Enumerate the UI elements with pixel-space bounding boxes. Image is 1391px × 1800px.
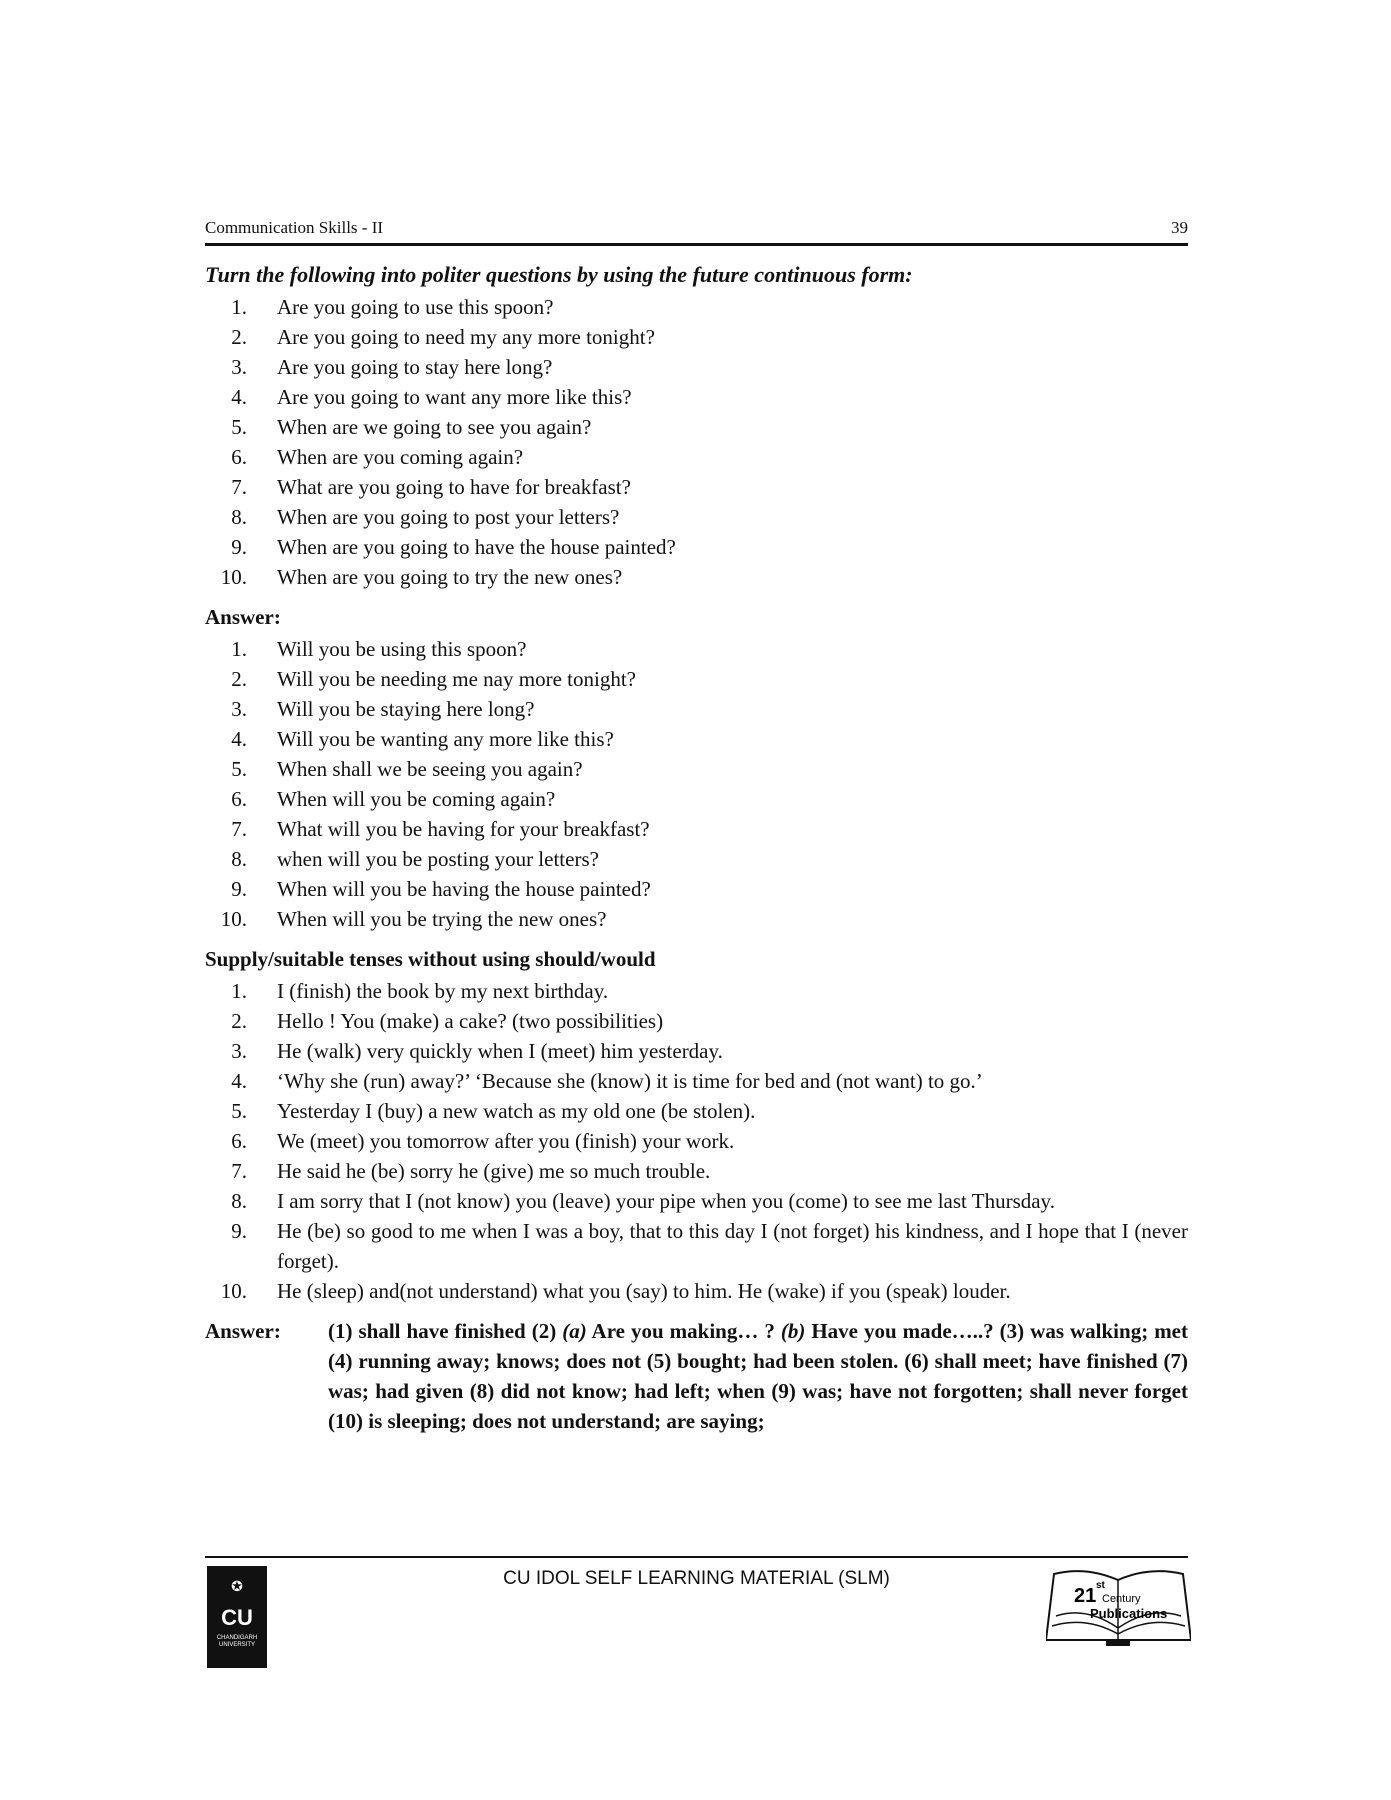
answer-item [205,634,1188,664]
question-item [205,412,1188,442]
item-text: When will you be trying the new ones? [277,907,607,931]
item-number: 10. [220,565,247,589]
item-text: When are we going to see you again? [277,415,592,439]
svg-text:st: st [1096,1580,1105,1591]
publisher-logo [1046,1566,1191,1648]
answer-item [205,814,1188,844]
item-text: When are you going to try the new ones? [277,565,623,589]
item-number: 9. [231,1219,247,1243]
footer-rule [205,1556,1188,1558]
item-text: Yesterday I (buy) a new watch as my old one (be stolen). [277,1099,756,1123]
item-number: 7. [231,817,247,841]
answer2-part: Are you making… ? [586,1319,781,1343]
section2-heading: Supply/suitable tenses without using should/would [205,947,656,971]
item-number: 9. [231,535,247,559]
item-number: 9. [231,877,247,901]
item-number: 1. [231,295,247,319]
item-number: 5. [231,757,247,781]
item-text: When are you going to have the house painted? [277,535,676,559]
section1-heading: Turn the following into politer questions by using the future continuous form: [205,262,913,287]
running-header [205,218,1188,238]
item-number: 7. [231,475,247,499]
item-text: ‘Why she (run) away?’ ‘Because she (know) it is time for bed and (not want) to go.’ [277,1069,983,1093]
item-text: He (walk) very quickly when I (meet) him yesterday. [277,1039,723,1063]
question-item [205,502,1188,532]
svg-text:Publications: Publications [1090,1606,1168,1621]
svg-text:21: 21 [1074,1585,1097,1607]
answer-item [205,694,1188,724]
item-text: Will you be staying here long? [277,697,535,721]
answer-item [205,724,1188,754]
item-text: When are you coming again? [277,445,524,469]
exercise-item [205,1036,1188,1066]
question-item [205,472,1188,502]
answer-item [205,664,1188,694]
svg-text:Century: Century [1102,1593,1141,1605]
exercise-item [205,1096,1188,1126]
item-text: Are you going to use this spoon? [277,295,554,319]
exercise-item [205,1006,1188,1036]
question-item [205,562,1188,592]
question-item [205,442,1188,472]
header-rule [205,243,1188,246]
item-number: 4. [231,1069,247,1093]
item-number: 6. [231,787,247,811]
item-number: 8. [231,505,247,529]
item-text: when will you be posting your letters? [277,847,599,871]
footer-text: CU IDOL SELF LEARNING MATERIAL (SLM) [503,1568,890,1589]
exercise-item [205,1276,1188,1306]
item-number: 2. [231,325,247,349]
item-number: 1. [231,979,247,1003]
item-number: 4. [231,727,247,751]
item-text: He said he (be) sorry he (give) me so much trouble. [277,1159,711,1183]
answer2-part: Have you made…..? (3) was walking; met (4) running away; knows; does not (5) bought; had been stolen. (6) shall meet; have finished (7) was; had given (8) did not know; had left; when (9) was; have not forgotten; shall never forget (10) is sleeping; does not understand; are saying; [328,1319,1188,1433]
item-number: 7. [231,1159,247,1183]
item-text: Will you be wanting any more like this? [277,727,614,751]
answer-item [205,904,1188,934]
question-item [205,352,1188,382]
item-number: 5. [231,415,247,439]
answer1-label: Answer: [205,605,281,629]
item-number: 3. [231,697,247,721]
item-text: Are you going to stay here long? [277,355,553,379]
item-number: 8. [231,847,247,871]
item-number: 10. [220,1279,247,1303]
item-number: 3. [231,355,247,379]
item-number: 6. [231,445,247,469]
answer-list [205,634,1188,934]
item-text: I am sorry that I (not know) you (leave) your pipe when you (come) to see me last Thursday. [277,1189,1055,1213]
item-text: Will you be using this spoon? [277,637,527,661]
item-text: When are you going to post your letters? [277,505,620,529]
exercise-item [205,976,1188,1006]
item-text: Are you going to want any more like this? [277,385,632,409]
exercise-list [205,976,1188,1306]
exercise-item [205,1156,1188,1186]
answer2-option-a: (a) [562,1319,587,1343]
item-number: 3. [231,1039,247,1063]
exercise-item [205,1066,1188,1096]
item-text: When shall we be seeing you again? [277,757,583,781]
emblem-icon: ✪ [231,1578,243,1594]
content [205,258,1188,1436]
answer-item [205,784,1188,814]
exercise-item [205,1216,1188,1276]
item-number: 2. [231,1009,247,1033]
answer-item [205,844,1188,874]
answer2-label: Answer: [205,1319,281,1343]
item-text: What are you going to have for breakfast? [277,475,631,499]
question-item [205,532,1188,562]
item-text: Are you going to need my any more tonight? [277,325,655,349]
answer-item [205,874,1188,904]
question-item [205,322,1188,352]
chandigarh-university-logo: ✪ CU CHANDIGARH UNIVERSITY [207,1566,267,1668]
question-item [205,292,1188,322]
item-text: When will you be having the house painted? [277,877,651,901]
answer-item [205,754,1188,784]
item-number: 6. [231,1129,247,1153]
item-number: 8. [231,1189,247,1213]
exercise-item [205,1186,1188,1216]
item-number: 1. [231,637,247,661]
item-number: 5. [231,1099,247,1123]
item-number: 4. [231,385,247,409]
answer2-option-b: (b) [780,1319,806,1343]
item-text: Hello ! You (make) a cake? (two possibilities) [277,1009,664,1033]
page-number: 39 [1171,218,1188,237]
item-text: He (be) so good to me when I was a boy, that to this day I (not forget) his kindness, and I hope that I (never forget). [277,1219,1188,1273]
header-title: Communication Skills - II [205,218,384,237]
item-text: I (finish) the book by my next birthday. [277,979,609,1003]
item-text: When will you be coming again? [277,787,556,811]
question-item [205,382,1188,412]
question-list [205,292,1188,592]
exercise-item [205,1126,1188,1156]
item-number: 2. [231,667,247,691]
answer2-part: (1) shall have finished (2) [328,1319,563,1343]
answer2-block [205,1316,1188,1436]
answer2-text [328,1316,1188,1436]
item-number: 10. [220,907,247,931]
item-text: He (sleep) and(not understand) what you (say) to him. He (wake) if you (speak) louder. [277,1279,1011,1303]
item-text: What will you be having for your breakfast? [277,817,650,841]
item-text: Will you be needing me nay more tonight? [277,667,636,691]
item-text: We (meet) you tomorrow after you (finish) your work. [277,1129,735,1153]
